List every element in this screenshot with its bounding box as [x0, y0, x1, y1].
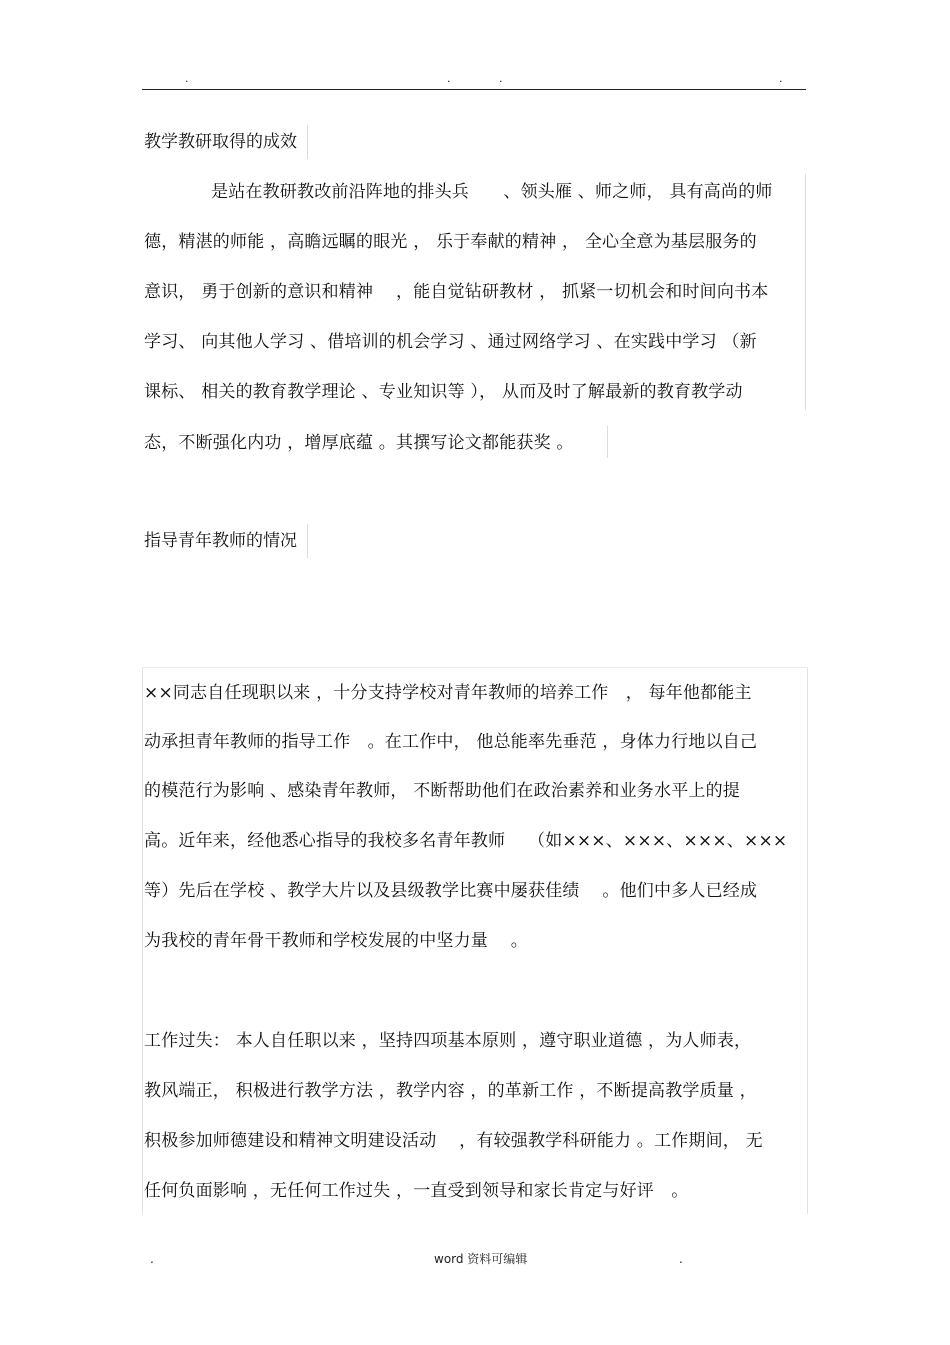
paragraph-line: 等）先后在学校 、教学大片以及县级教学比赛中屡获佳绩 。他们中多人已经成: [144, 881, 758, 901]
footer-text: word 资料可编辑: [434, 1252, 528, 1266]
header-dot: .: [185, 72, 189, 85]
footer-dot: .: [679, 1252, 683, 1266]
paragraph-line: 任何负面影响 ，无任何工作过失 ，一直受到领导和家长肯定与好评 。: [144, 1181, 689, 1201]
paragraph-line: ××同志自任现职以来 ，十分支持学校对青年教师的培养工作 ， 每年他都能主: [144, 683, 752, 703]
text-box-edge: [607, 426, 608, 458]
header-dot: .: [499, 72, 503, 85]
paragraph-line: 高。近年来，经他悉心指导的我校多名青年教师 （如×××、×××、×××、×××: [144, 831, 788, 851]
paragraph-line: 学习、 向其他人学习 、借培训的机会学习 、通过网络学习 、在实践中学习 （新: [144, 332, 757, 352]
paragraph-line: 为我校的青年骨干教师和学校发展的中坚力量 。: [144, 931, 529, 951]
paragraph-line: 德，精湛的师能 ，高瞻远瞩的眼光 ， 乐于奉献的精神 ， 全心全意为基层服务的: [144, 232, 757, 252]
header-dot: .: [779, 72, 783, 85]
paragraph-line: 的模范行为影响 、感染青年教师， 不断帮助他们在政治素养和业务水平上的提: [144, 781, 741, 801]
paragraph-line: 意识， 勇于创新的意识和精神 ，能自觉钻研教材 ， 抓紧一切机会和时间向书本: [144, 282, 769, 302]
paragraph-line: 积极参加师德建设和精神文明建设活动 ，有较强教学科研能力 。工作期间， 无: [144, 1131, 763, 1151]
paragraph-line: 是站在教研教改前沿阵地的排头兵 、领头雁 、师之师， 具有高尚的师: [211, 182, 773, 202]
section-heading: 指导青年教师的情况: [144, 524, 308, 558]
paragraph-line: 态，不断强化内功 ，增厚底蕴 。其撰写论文都能获奖 。: [144, 433, 574, 453]
header-dot: .: [447, 72, 451, 85]
paragraph-line: 教风端正， 积极进行教学方法 ，教学内容 ，的革新工作 ，不断提高教学质量 ，: [144, 1081, 757, 1101]
paragraph-line: 动承担青年教师的指导工作 。在工作中， 他总能率先垂范 ，身体力行地以自己: [144, 732, 758, 752]
text-box-edge: [805, 174, 806, 410]
paragraph-line: 工作过失： 本人自任职以来 ，坚持四项基本原则 ，遵守职业道德 ，为人师表，: [144, 1031, 752, 1051]
footer-dot: .: [150, 1252, 154, 1266]
header-rule: [142, 89, 806, 90]
paragraph-line: 课标、 相关的教育教学理论 、专业知识等 ）， 从而及时了解最新的教育教学动: [144, 382, 743, 402]
section-heading: 教学教研取得的成效: [144, 125, 308, 159]
